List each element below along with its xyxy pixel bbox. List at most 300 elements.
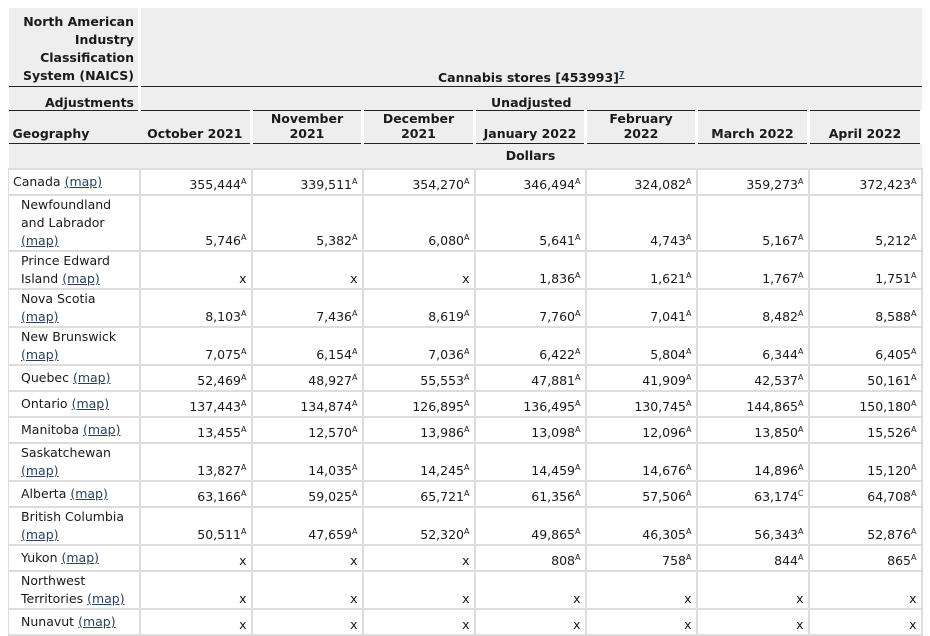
value-cell: [140, 417, 252, 443]
value-cell: [140, 195, 252, 251]
geography-name: New Brunswick: [21, 329, 117, 344]
unit-spacer: [9, 143, 140, 169]
value-cell: [586, 417, 697, 443]
cell-value: 50,161: [867, 373, 912, 388]
cell-value: 8,482: [762, 309, 799, 324]
table-row: [9, 481, 922, 507]
geography-name: Canada: [13, 174, 61, 189]
cell-value: 63,174: [754, 489, 798, 504]
quality-flag: A: [575, 463, 581, 472]
value-cell: [475, 545, 586, 571]
quality-flag: A: [798, 309, 804, 318]
quality-flag: A: [352, 425, 358, 434]
value-cell: [252, 365, 363, 391]
geography-cell: [9, 545, 140, 571]
quality-flag: A: [798, 463, 804, 472]
value-cell: [363, 391, 475, 417]
value-cell: [140, 391, 252, 417]
cell-value: 126,895: [412, 399, 465, 414]
cell-value: 1,751: [875, 271, 912, 286]
value-cell: [140, 169, 252, 195]
value-cell: [140, 609, 252, 635]
quality-flag: A: [241, 527, 247, 536]
quality-flag: A: [352, 489, 358, 498]
cell-value: 5,212: [875, 233, 912, 248]
cell-value: 13,850: [754, 425, 799, 440]
value-cell: [809, 443, 922, 481]
cell-value: 339,511: [300, 177, 353, 192]
quality-flag: A: [686, 463, 692, 472]
cell-value: 134,874: [300, 399, 353, 414]
quality-flag: A: [686, 309, 692, 318]
quality-flag: A: [241, 463, 247, 472]
value-cell: [697, 289, 809, 327]
cell-value: 42,537: [754, 373, 799, 388]
cell-value: x: [350, 553, 358, 568]
cell-value: x: [462, 271, 470, 286]
value-cell: [809, 251, 922, 289]
value-cell: [809, 507, 922, 545]
quality-flag: A: [464, 463, 470, 472]
quality-flag: A: [686, 233, 692, 242]
quality-flag: A: [464, 233, 470, 242]
value-cell: [809, 545, 922, 571]
cell-value: 49,865: [531, 527, 576, 542]
quality-flag: A: [464, 527, 470, 536]
value-cell: [697, 481, 809, 507]
cell-value: 8,588: [875, 309, 912, 324]
table-row: [9, 507, 922, 545]
value-cell: [809, 391, 922, 417]
value-cell: [475, 289, 586, 327]
value-cell: [697, 507, 809, 545]
month-header: October 2021: [140, 110, 252, 143]
value-cell: [140, 481, 252, 507]
value-cell: [475, 327, 586, 365]
quality-flag: A: [798, 399, 804, 408]
geography-name: Northwest Territories: [21, 573, 86, 606]
cell-value: 5,804: [650, 347, 687, 362]
quality-flag: A: [575, 553, 581, 562]
map-link[interactable]: (map): [62, 271, 100, 286]
map-link[interactable]: (map): [70, 486, 108, 501]
cell-value: 14,676: [642, 463, 687, 478]
value-cell: [586, 507, 697, 545]
geography-name: Quebec: [21, 370, 69, 385]
geography-name: Prince Edward Island: [21, 253, 110, 286]
cell-value: 324,082: [634, 177, 687, 192]
quality-flag: A: [911, 177, 917, 186]
month-header: January 2022: [475, 110, 586, 143]
naics-value-cell: [140, 8, 922, 86]
geography-cell: [9, 169, 140, 195]
month-header: March 2022: [697, 110, 809, 143]
value-cell: [252, 481, 363, 507]
geography-name: Nova Scotia: [21, 291, 96, 306]
quality-flag: A: [352, 527, 358, 536]
value-cell: [586, 609, 697, 635]
cell-value: 13,098: [531, 425, 576, 440]
value-cell: [252, 251, 363, 289]
quality-flag: A: [798, 271, 804, 280]
value-cell: [809, 609, 922, 635]
cell-value: x: [350, 617, 358, 632]
quality-flag: A: [352, 177, 358, 186]
quality-flag: A: [911, 463, 917, 472]
cell-value: 41,909: [642, 373, 687, 388]
adjustments-value: Unadjusted: [140, 86, 922, 110]
table-row: [9, 417, 922, 443]
value-cell: [586, 289, 697, 327]
map-link[interactable]: (map): [21, 347, 59, 362]
cell-value: 7,436: [316, 309, 353, 324]
quality-flag: A: [352, 233, 358, 242]
cell-value: 5,746: [205, 233, 242, 248]
cell-value: 144,865: [746, 399, 799, 414]
cell-value: x: [909, 591, 917, 606]
value-cell: [586, 251, 697, 289]
value-cell: [140, 571, 252, 609]
geography-cell: [9, 391, 140, 417]
quality-flag: A: [911, 553, 917, 562]
cell-value: 1,767: [762, 271, 799, 286]
value-cell: [140, 443, 252, 481]
geography-cell: [9, 251, 140, 289]
quality-flag: A: [352, 373, 358, 382]
adjustments-label: Adjustments: [9, 86, 140, 110]
geography-name: Nunavut: [21, 614, 75, 629]
map-link[interactable]: (map): [64, 174, 103, 189]
quality-flag: A: [241, 233, 247, 242]
value-cell: [809, 417, 922, 443]
cell-value: 8,619: [428, 309, 465, 324]
naics-value: Cannabis stores [453993]: [438, 69, 619, 85]
value-cell: [809, 169, 922, 195]
value-cell: [586, 391, 697, 417]
table-row: [9, 327, 922, 365]
cell-value: 1,836: [539, 271, 576, 286]
quality-flag: A: [241, 489, 247, 498]
cell-value: 14,896: [754, 463, 799, 478]
map-link[interactable]: (map): [61, 550, 100, 565]
cell-value: 6,344: [762, 347, 799, 362]
map-link[interactable]: (map): [72, 370, 111, 385]
geography-cell: [9, 289, 140, 327]
quality-flag: A: [686, 399, 692, 408]
quality-flag: A: [911, 309, 917, 318]
map-link[interactable]: (map): [21, 527, 59, 542]
map-link[interactable]: (map): [21, 463, 59, 478]
cell-value: 56,343: [754, 527, 799, 542]
value-cell: [475, 417, 586, 443]
geography-cell: [9, 417, 140, 443]
value-cell: [586, 443, 697, 481]
quality-flag: A: [798, 233, 804, 242]
value-cell: [697, 391, 809, 417]
cell-value: 130,745: [634, 399, 687, 414]
cell-value: x: [684, 617, 692, 632]
table-row: [9, 545, 922, 571]
value-cell: [809, 195, 922, 251]
quality-flag: A: [686, 347, 692, 356]
quality-flag: A: [575, 309, 581, 318]
quality-flag: A: [241, 347, 247, 356]
cell-value: 61,356: [531, 489, 576, 504]
table-row: [9, 195, 922, 251]
quality-flag: A: [911, 489, 917, 498]
naics-label: North American Industry Classification System (NAICS): [9, 8, 140, 86]
value-cell: [363, 251, 475, 289]
quality-flag: A: [686, 271, 692, 280]
quality-flag: A: [241, 373, 247, 382]
cell-value: 5,167: [762, 233, 799, 248]
cell-value: 52,876: [867, 527, 912, 542]
value-cell: [252, 571, 363, 609]
value-cell: [140, 251, 252, 289]
cell-value: 359,273: [746, 177, 799, 192]
cell-value: 15,526: [867, 425, 912, 440]
table-row: [9, 169, 922, 195]
cell-value: 59,025: [308, 489, 353, 504]
table-row: [9, 609, 922, 635]
value-cell: [252, 391, 363, 417]
value-cell: [586, 327, 697, 365]
cell-value: x: [684, 591, 692, 606]
map-link[interactable]: (map): [21, 233, 59, 248]
quality-flag: A: [575, 271, 581, 280]
cell-value: 136,495: [523, 399, 576, 414]
value-cell: [586, 365, 697, 391]
value-cell: [252, 195, 363, 251]
value-cell: [809, 327, 922, 365]
cell-value: 6,080: [428, 233, 465, 248]
quality-flag: A: [575, 177, 581, 186]
value-cell: [809, 571, 922, 609]
value-cell: [809, 289, 922, 327]
cell-value: 5,382: [316, 233, 353, 248]
value-cell: [363, 327, 475, 365]
value-cell: [252, 507, 363, 545]
cell-value: 63,166: [197, 489, 242, 504]
geography-cell: [9, 571, 140, 609]
quality-flag: A: [352, 309, 358, 318]
quality-flag: A: [464, 347, 470, 356]
cell-value: 52,320: [420, 527, 465, 542]
value-cell: [586, 571, 697, 609]
value-cell: [697, 195, 809, 251]
footnote-link[interactable]: 7: [618, 69, 625, 79]
month-header: December 2021: [363, 110, 475, 143]
cell-value: 65,721: [420, 489, 465, 504]
cell-value: 758: [662, 553, 687, 568]
cell-value: 14,245: [420, 463, 465, 478]
quality-flag: A: [911, 347, 917, 356]
quality-flag: A: [575, 527, 581, 536]
geography-cell: [9, 609, 140, 635]
value-cell: [140, 327, 252, 365]
cell-value: 55,553: [420, 373, 465, 388]
cell-value: 5,641: [539, 233, 576, 248]
quality-flag: A: [798, 373, 804, 382]
value-cell: [697, 443, 809, 481]
value-cell: [252, 169, 363, 195]
month-header: April 2022: [809, 110, 922, 143]
cell-value: 4,743: [650, 233, 687, 248]
value-cell: [586, 545, 697, 571]
quality-flag: A: [575, 373, 581, 382]
quality-flag: A: [464, 489, 470, 498]
data-table: [8, 8, 923, 636]
quality-flag: A: [798, 553, 804, 562]
value-cell: [140, 289, 252, 327]
value-cell: [252, 545, 363, 571]
value-cell: [363, 609, 475, 635]
cell-value: 7,041: [650, 309, 687, 324]
geography-name: Ontario: [21, 396, 68, 411]
quality-flag: A: [686, 177, 692, 186]
cell-value: x: [239, 271, 247, 286]
value-cell: [252, 289, 363, 327]
table-row: [9, 251, 922, 289]
geography-cell: [9, 327, 140, 365]
cell-value: x: [239, 617, 247, 632]
cell-value: x: [796, 591, 804, 606]
month-header: November 2021: [252, 110, 363, 143]
value-cell: [475, 169, 586, 195]
quality-flag: A: [798, 347, 804, 356]
cell-value: 808: [551, 553, 576, 568]
cell-value: 47,659: [308, 527, 353, 542]
cell-value: x: [462, 617, 470, 632]
value-cell: [697, 417, 809, 443]
map-link[interactable]: (map): [82, 422, 121, 437]
cell-value: x: [350, 591, 358, 606]
value-cell: [363, 545, 475, 571]
cell-value: x: [350, 271, 358, 286]
value-cell: [140, 545, 252, 571]
quality-flag: A: [241, 309, 247, 318]
cell-value: 372,423: [859, 177, 912, 192]
cell-value: 13,455: [197, 425, 242, 440]
quality-flag: A: [911, 233, 917, 242]
cell-value: 13,827: [197, 463, 242, 478]
value-cell: [586, 481, 697, 507]
cell-value: 6,405: [875, 347, 912, 362]
cell-value: 355,444: [189, 177, 242, 192]
cell-value: 48,927: [308, 373, 353, 388]
geography-name: Alberta: [21, 486, 67, 501]
value-cell: [475, 365, 586, 391]
map-link[interactable]: (map): [71, 396, 110, 411]
geography-cell: [9, 195, 140, 251]
value-cell: [475, 251, 586, 289]
quality-flag: A: [686, 553, 692, 562]
value-cell: [809, 481, 922, 507]
value-cell: [140, 365, 252, 391]
geography-name: Saskatchewan: [21, 445, 111, 460]
value-cell: [586, 195, 697, 251]
cell-value: 844: [774, 553, 799, 568]
quality-flag: A: [686, 527, 692, 536]
quality-flag: A: [911, 271, 917, 280]
quality-flag: A: [352, 399, 358, 408]
cell-value: 12,096: [642, 425, 687, 440]
cell-value: 64,708: [867, 489, 912, 504]
value-cell: [363, 481, 475, 507]
geography-cell: [9, 507, 140, 545]
map-link[interactable]: (map): [78, 614, 116, 629]
value-cell: [475, 481, 586, 507]
quality-flag: A: [911, 399, 917, 408]
geography-cell: [9, 481, 140, 507]
quality-flag: A: [352, 347, 358, 356]
quality-flag: A: [464, 399, 470, 408]
cell-value: 15,120: [867, 463, 912, 478]
value-cell: [697, 609, 809, 635]
map-link[interactable]: (map): [87, 591, 125, 606]
quality-flag: A: [686, 425, 692, 434]
cell-value: 14,035: [308, 463, 353, 478]
value-cell: [363, 289, 475, 327]
value-cell: [697, 545, 809, 571]
value-cell: [363, 365, 475, 391]
cell-value: 6,422: [539, 347, 576, 362]
value-cell: [140, 507, 252, 545]
cell-value: 7,075: [205, 347, 242, 362]
quality-flag: A: [798, 425, 804, 434]
value-cell: [363, 169, 475, 195]
value-cell: [363, 195, 475, 251]
table-row: [9, 571, 922, 609]
geography-name: Manitoba: [21, 422, 79, 437]
value-cell: [475, 609, 586, 635]
cell-value: 6,154: [316, 347, 353, 362]
value-cell: [475, 507, 586, 545]
cell-value: x: [239, 553, 247, 568]
quality-flag: C: [797, 489, 804, 498]
cell-value: 14,459: [531, 463, 576, 478]
cell-value: x: [462, 591, 470, 606]
value-cell: [363, 507, 475, 545]
cell-value: 47,881: [531, 373, 576, 388]
value-cell: [697, 327, 809, 365]
geography-label: Geography: [9, 110, 140, 143]
cell-value: 1,621: [650, 271, 687, 286]
table-row: [9, 391, 922, 417]
value-cell: [252, 443, 363, 481]
geography-cell: [9, 365, 140, 391]
quality-flag: A: [911, 527, 917, 536]
cell-value: x: [909, 617, 917, 632]
quality-flag: A: [575, 233, 581, 242]
cell-value: x: [573, 591, 581, 606]
cell-value: 7,036: [428, 347, 465, 362]
quality-flag: A: [464, 309, 470, 318]
quality-flag: A: [575, 425, 581, 434]
quality-flag: A: [241, 425, 247, 434]
geography-name: Newfoundland and Labrador: [21, 197, 112, 230]
value-cell: [475, 443, 586, 481]
quality-flag: A: [241, 177, 247, 186]
cell-value: 57,506: [642, 489, 687, 504]
map-link[interactable]: (map): [21, 309, 59, 324]
cell-value: x: [573, 617, 581, 632]
value-cell: [586, 169, 697, 195]
value-cell: [697, 571, 809, 609]
table-row: [9, 365, 922, 391]
cell-value: x: [796, 617, 804, 632]
value-cell: [363, 571, 475, 609]
